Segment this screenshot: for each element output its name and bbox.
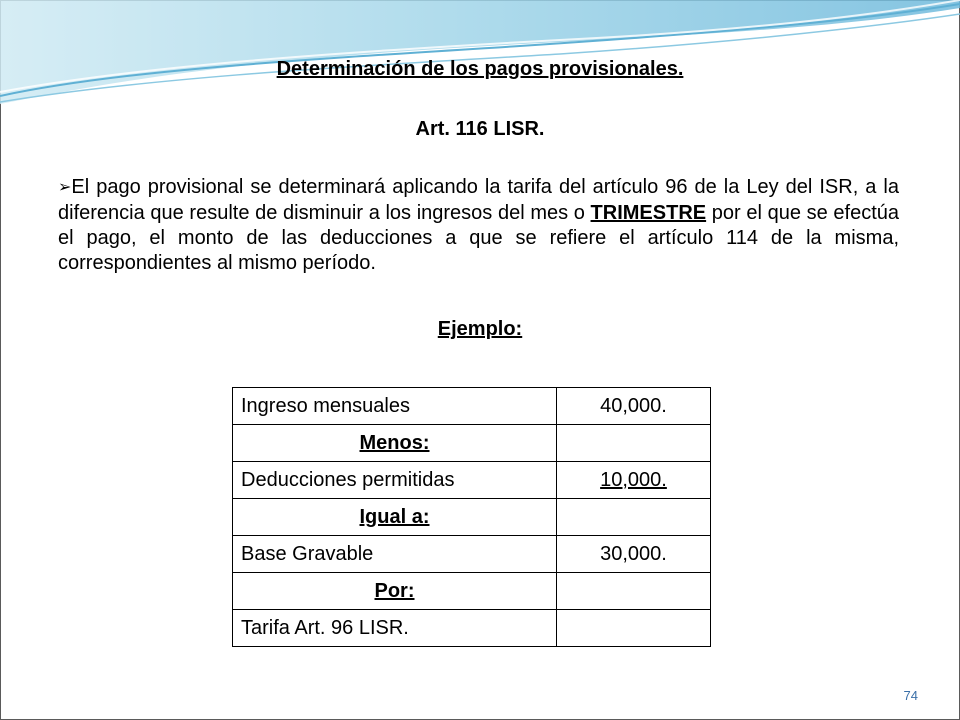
page-number: 74 [903,688,918,703]
row-value: 30,000. [557,536,711,573]
bullet-paragraph [58,175,899,276]
row-value [557,573,711,610]
table-row [233,573,711,610]
row-value [557,610,711,647]
row-label: Tarifa Art. 96 LISR. [233,610,557,647]
row-value: 10,000. [557,462,711,499]
paragraph-text-start: El pago provisional se determinará aplicando la tarifa del artículo 96 de la Ley del ISR, a la diferencia que resulte de disminuir a los ingresos del mes o [58,176,899,224]
row-value [557,425,711,462]
row-value [557,499,711,536]
table-row [233,425,711,462]
row-label: Base Gravable [233,536,557,573]
table-row [233,499,711,536]
slide-title: Determinación de los pagos provisionales. [276,58,684,80]
table-row [233,536,711,573]
row-value: 40,000. [557,388,711,425]
row-label: Por: [233,573,557,610]
table-row [233,610,711,647]
table-row [233,388,711,425]
table-row [233,462,711,499]
example-heading: Ejemplo: [437,318,523,340]
row-label: Menos: [233,425,557,462]
row-label: Deducciones permitidas [233,462,557,499]
row-label: Ingreso mensuales [233,388,557,425]
paragraph-keyword: TRIMESTRE [590,202,707,224]
calculation-table [232,387,711,647]
row-label: Igual a: [233,499,557,536]
article-reference: Art. 116 LISR. [415,118,545,140]
arrow-bullet-icon: ➢ [58,179,72,196]
paragraph-text-end: por el que se efectúa el pago, el monto de las deducciones a que se refiere el artículo 114 de la misma, correspondientes al mismo período. [58,202,899,274]
